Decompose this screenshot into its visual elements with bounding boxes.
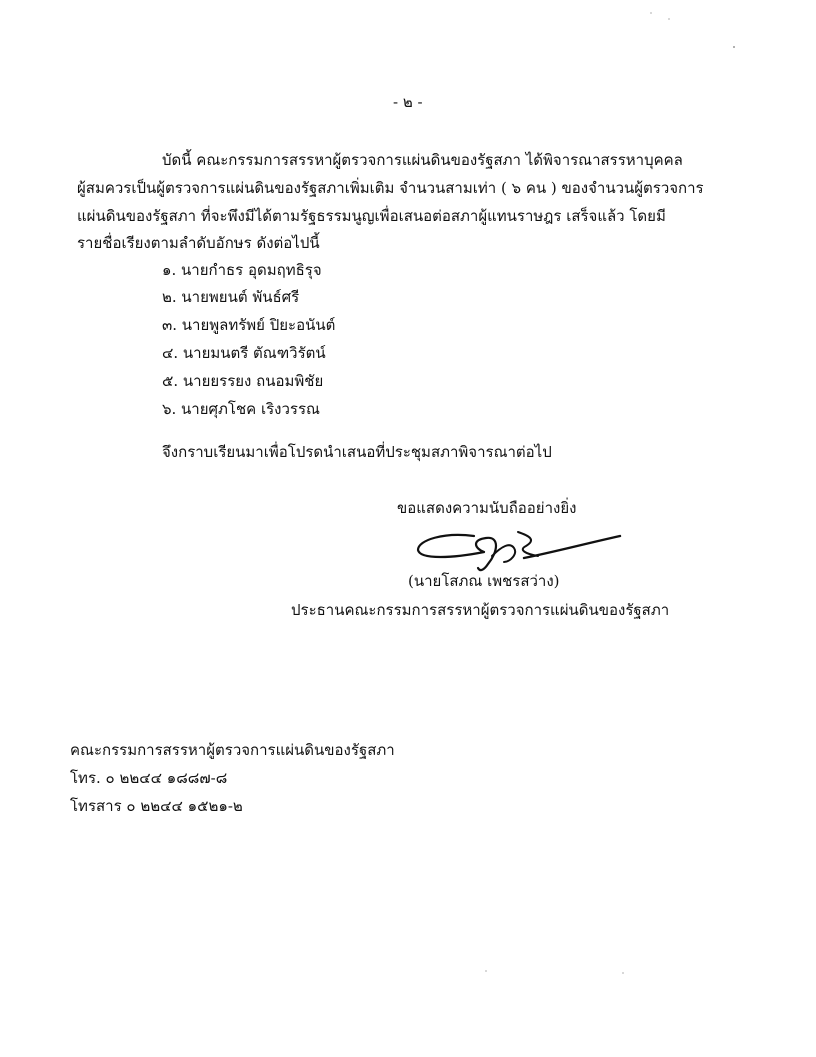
- page-number: - ๒ -: [393, 93, 423, 111]
- body-line-1: บัดนี้ คณะกรรมการสรรหาผู้ตรวจการแผ่นดินของรัฐสภา ได้พิจารณาสรรหาบุคคล: [162, 151, 683, 169]
- nominee-item: ๒. นายพยนต์ พันธ์ศรี: [162, 288, 300, 306]
- nominee-item: ๔. นายมนตรี ตัณฑวิรัตน์: [162, 344, 326, 362]
- nominee-item: ๑. นายกำธร อุดมฤทธิรุจ: [162, 261, 322, 279]
- closing-salutation: ขอแสดงความนับถืออย่างยิ่ง: [397, 499, 577, 517]
- body-line-4: รายชื่อเรียงตามลำดับอักษร ดังต่อไปนี้: [77, 234, 320, 252]
- footer-office: คณะกรรมการสรรหาผู้ตรวจการแผ่นดินของรัฐสภา: [70, 741, 395, 759]
- body-line-2: ผู้สมควรเป็นผู้ตรวจการแผ่นดินของรัฐสภาเพิ่มเติม จำนวนสามเท่า ( ๖ คน ) ของจำนวนผู้ตรวจการ: [77, 179, 704, 197]
- footer-phone: โทร. ๐ ๒๒๔๔ ๑๘๘๗-๘: [70, 769, 228, 787]
- request-line: จึงกราบเรียนมาเพื่อโปรดนำเสนอที่ประชุมสภาพิจารณาต่อไป: [162, 443, 552, 461]
- nominee-item: ๕. นายยรรยง ถนอมพิชัย: [162, 372, 324, 390]
- signer-name: (นายโสภณ เพชรสว่าง): [408, 572, 560, 590]
- scan-speck: [622, 972, 624, 974]
- scan-speck: [650, 12, 652, 14]
- body-line-3: แผ่นดินของรัฐสภา ที่จะพึงมีได้ตามรัฐธรรมนูญเพื่อเสนอต่อสภาผู้แทนราษฎร เสร็จแล้ว โดยมี: [77, 207, 666, 225]
- scan-speck: [485, 970, 487, 972]
- nominee-item: ๓. นายพูลทรัพย์ ปิยะอนันต์: [162, 316, 336, 334]
- nominee-item: ๖. นายศุภโชค เริงวรรณ: [162, 400, 320, 418]
- signer-title: ประธานคณะกรรมการสรรหาผู้ตรวจการแผ่นดินของรัฐสภา: [291, 601, 670, 619]
- handwritten-signature: [414, 522, 624, 574]
- scan-speck: [668, 18, 670, 20]
- scan-speck: [733, 46, 735, 48]
- footer-fax: โทรสาร ๐ ๒๒๔๔ ๑๕๒๑-๒: [70, 797, 243, 815]
